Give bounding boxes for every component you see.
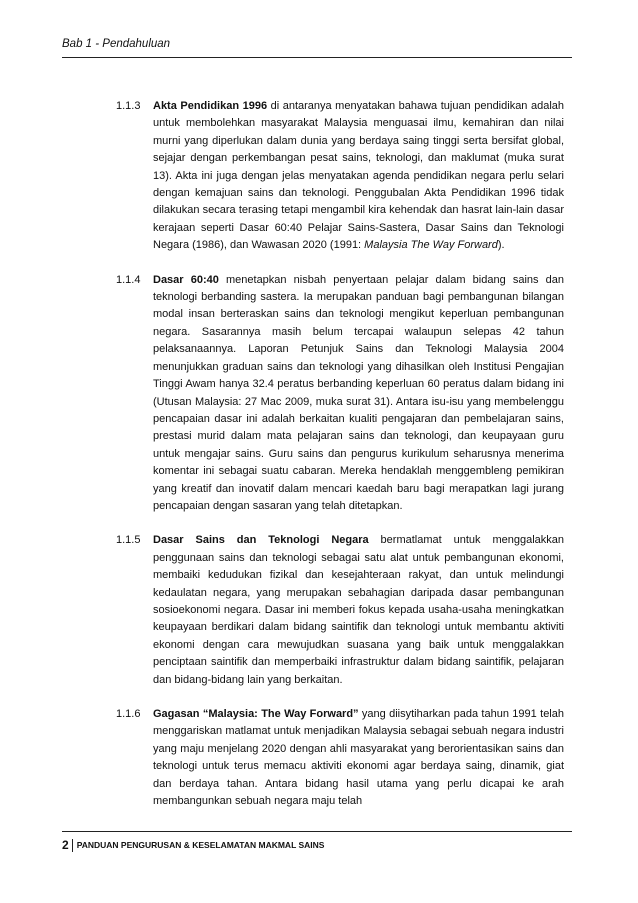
section-title: Dasar Sains dan Teknologi Negara bbox=[153, 534, 369, 547]
section-text: yang diisytiharkan pada tahun 1991 telah menggariskan matlamat untuk menjadikan Malaysia sebagai sebuah negara industri yang maju menjelang 2020 dengan ahli masyarakat yang berorientasikan sains dan teknologi untuk terus memacu aktiviti ekonomi agar berdaya saing, dinamik, giat dan berdaya tahan. Antara bidang hasil utama yang perlu dicapai ke arah membangunkan sebuah negara maju telah bbox=[153, 708, 564, 808]
section-paragraph bbox=[153, 532, 564, 689]
section-italic-text: Malaysia The Way Forward bbox=[364, 239, 498, 252]
page-footer bbox=[62, 838, 324, 852]
running-header: Bab 1 - Pendahuluan bbox=[62, 38, 171, 50]
footer-divider bbox=[62, 831, 572, 832]
section-text: di antaranya menyatakan bahawa tujuan pendidikan adalah untuk membolehkan masyarakat Malaysia menguasai ilmu, kemahiran dan nilai murni yang diperlukan dalam dunia yang berdaya saing tinggi serta bersifat global, sejajar dengan perkembangan pesat sains, teknologi, dan maklumat (muka surat 13). Akta ini juga dengan jelas menyatakan agenda pendidikan negara perlu selari dengan kemajuan sains dan teknologi. Penggubalan Akta Pendidikan 1996 tidak dilakukan secara terasing tetapi mengambil kira kehendak dan hasrat lain-lain dasar kerajaan seperti Dasar 60:40 Pelajar Sains-Sastera, Dasar Sains dan Teknologi Negara (1986), dan Wawasan 2020 (1991: bbox=[153, 100, 564, 252]
section-1-1-3 bbox=[116, 98, 564, 255]
section-paragraph bbox=[153, 706, 564, 810]
section-title: Gagasan “Malaysia: The Way Forward” bbox=[153, 708, 359, 720]
footer-separator bbox=[72, 839, 73, 852]
section-text: bermatlamat untuk menggalakkan penggunaan sains dan teknologi sebagai satu alat untuk pembangunan ekonomi, membaiki kedudukan fizikal dan kesejahteraan rakyat, dan untuk melindungi kedaulatan negara, yang merupakan sebahagian daripada dasar pembangunan sosioekonomi negara. Dasar ini memberi fokus kepada usaha-usaha meningkatkan keupayaan berdikari dalam bidang saintifik dan teknologi untuk membantu aktiviti ekonomi dengan cara mewujudkan suasana yang baik untuk menggalakkan penciptaan saintifik dan memperbaiki infrastruktur dalam bidang saintifik, pelajaran dan bidang-bidang lain yang berkaitan. bbox=[153, 534, 564, 686]
header-divider bbox=[62, 57, 572, 58]
section-number: 1.1.6 bbox=[116, 708, 141, 720]
section-1-1-4 bbox=[116, 272, 564, 516]
section-1-1-6 bbox=[116, 706, 564, 810]
section-number: 1.1.3 bbox=[116, 100, 141, 112]
section-number: 1.1.4 bbox=[116, 273, 141, 286]
page-number: 2 bbox=[62, 838, 69, 852]
section-1-1-5 bbox=[116, 532, 564, 689]
section-paragraph bbox=[153, 272, 564, 516]
section-paragraph bbox=[153, 98, 564, 255]
section-title: Akta Pendidikan 1996 bbox=[153, 100, 268, 112]
footer-title: PANDUAN PENGURUSAN & KESELAMATAN MAKMAL SAINS bbox=[76, 840, 325, 850]
section-title: Dasar 60:40 bbox=[153, 273, 219, 286]
document-body bbox=[116, 98, 564, 827]
section-text: menetapkan nisbah penyertaan pelajar dalam bidang sains dan teknologi berbanding sastera. Ia merupakan panduan bagi pembangunan bilangan modal insan berteraskan sains dan teknologi mengikut keperluan pembangunan negara. Sasarannya masih belum tercapai walaupun selepas 42 tahun pelaksanaannya. Laporan Petunjuk Sains dan Teknologi Malaysia 2004 menunjukkan graduan sains dan teknologi yang dihasilkan oleh Institusi Pengajian Tinggi Awam hanya 32.4 peratus berbanding keperluan 60 peratus dalam bidang ini (Utusan Malaysia: 27 Mac 2009, muka surat 31). Antara isu-isu yang membelenggu pencapaian dasar ini adalah berkaitan kualiti pengajaran dan pembelajaran sains, prestasi murid dalam mata pelajaran sains dan teknologi, dan keupayaan guru untuk mengajar sains. Guru sains dan pengurus kurikulum seharusnya menerima komentar ini sebagai suatu cabaran. Mereka hendaklah menggembleng pemikiran yang kreatif dan inovatif dalam mencari kaedah baru bagi merapatkan lagi jurang pencapaian dengan sasaran yang telah ditetapkan. bbox=[153, 273, 564, 512]
section-number: 1.1.5 bbox=[116, 534, 141, 547]
section-text-end: ). bbox=[497, 239, 505, 252]
